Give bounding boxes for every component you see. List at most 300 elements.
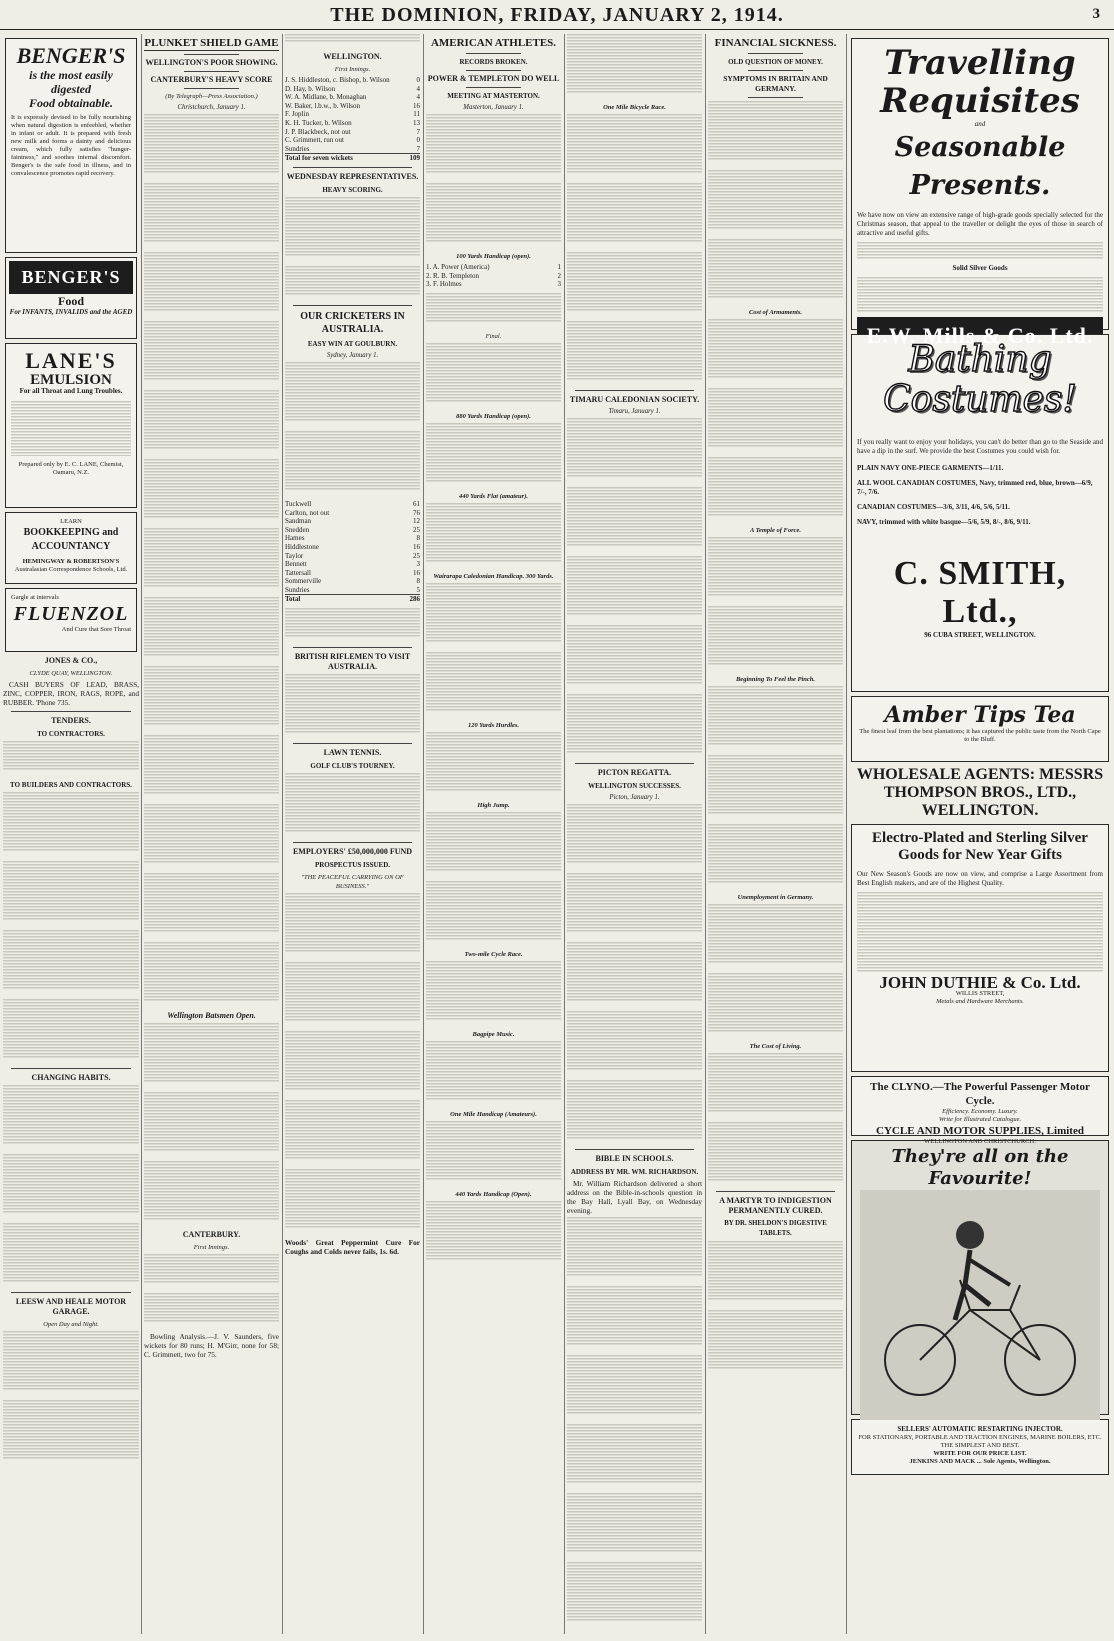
leesw-title: LEESW AND HEALE MOTOR GARAGE. <box>15 1297 127 1316</box>
divider <box>184 88 239 89</box>
score-row-name: Sundries <box>285 585 310 594</box>
score-row <box>285 534 420 543</box>
score-row-value: 16 <box>413 568 420 577</box>
article-text <box>708 1122 843 1182</box>
martyr-subheading: BY DR. SHELDON'S DIGESTIVE TABLETS. <box>724 1220 827 1237</box>
leesw-text <box>3 1331 139 1391</box>
scoreboard-text <box>144 1254 279 1284</box>
article-text <box>426 1121 561 1181</box>
wellington-batsmen-subheading: Wellington Batsmen Open. <box>167 1011 256 1020</box>
bengers-logo-advert <box>5 257 137 339</box>
clyno-sub2: Write for Illustrated Catalogue. <box>938 1116 1022 1123</box>
score-row-name: Tuckwell <box>285 499 312 508</box>
article-text <box>708 457 843 517</box>
article-text <box>567 418 702 478</box>
article-text <box>708 824 843 884</box>
column-rule <box>282 34 283 1634</box>
records-broken-heading: RECORDS BROKEN. <box>459 58 528 66</box>
travelling-requisites-advert <box>851 38 1109 348</box>
score-row-name: Snedden <box>285 525 310 534</box>
peppermint-cure-advert: Woods' Great Peppermint Cure For Coughs and Colds never fails, 1s. 6d. <box>285 1238 420 1257</box>
tenders-heading: TENDERS. <box>51 716 91 725</box>
fluenzol-advert <box>5 588 137 652</box>
feel-the-pinch-subheading: Beginning To Feel the Pinch. <box>735 676 816 683</box>
score-row-value: 1 <box>557 263 561 271</box>
score-row-name: Bennett <box>285 560 307 569</box>
column-rule <box>423 34 424 1634</box>
article-text <box>567 114 702 174</box>
bicycle-race-heading: One Mile Bicycle Race. <box>603 104 666 111</box>
money-question-heading: OLD QUESTION OF MONEY. <box>728 58 823 66</box>
score-row-value: 4 <box>416 93 420 102</box>
martyr-heading: A MARTYR TO INDIGESTION PERMANENTLY CURED. <box>719 1196 832 1215</box>
event6-heading: High Jump. <box>477 801 510 809</box>
article-text <box>426 583 561 643</box>
masterton-dateline: Masterton, January 1. <box>463 104 524 111</box>
clyno-advert <box>851 1076 1109 1145</box>
newspaper-title: THE DOMINION, FRIDAY, JANUARY 2, 1914. <box>330 4 784 26</box>
score-row-value: 25 <box>413 551 420 560</box>
score-row <box>285 128 420 137</box>
score-row-value: 61 <box>413 499 420 508</box>
prospectus-heading: PROSPECTUS ISSUED. <box>314 861 391 870</box>
silver-text-2 <box>857 892 1103 972</box>
article-text <box>708 101 843 161</box>
tuckwell-scoreboard <box>285 500 420 604</box>
bible-heading: BIBLE IN SCHOOLS. <box>595 1154 674 1163</box>
bookkeeping-line2: BOOKKEEPING and ACCOUNTANCY <box>23 527 119 552</box>
score-row-name: Hiddlestone <box>285 542 319 551</box>
event9-heading: One Mile Handicap (Amateurs). <box>450 1110 537 1118</box>
article-text <box>426 812 561 872</box>
article-text <box>708 973 843 1033</box>
article-text <box>567 873 702 933</box>
article-text <box>567 1011 702 1071</box>
bengers-line1: is the most easily digested <box>29 68 113 96</box>
article-text <box>144 183 279 243</box>
score-row-value: 0 <box>416 136 420 145</box>
score-row-value: 12 <box>413 517 420 526</box>
score-total-value: 109 <box>409 154 420 163</box>
scoreboard-text <box>144 1293 279 1323</box>
article-text <box>567 1493 702 1553</box>
divider <box>293 647 412 648</box>
article-text <box>144 873 279 933</box>
article-text <box>426 114 561 174</box>
tea-text: The finest leaf from the best plantations; it has captured the public taste from the North Cape to the Bluff. <box>859 728 1101 743</box>
picton-dateline: Picton, January 1. <box>609 794 660 801</box>
score-row <box>426 263 561 272</box>
score-row-value: 11 <box>413 110 420 119</box>
event7-heading: Two-mile Cycle Race. <box>464 950 523 958</box>
article-text <box>285 1031 420 1091</box>
article-text <box>567 1355 702 1415</box>
riflemen-heading: BRITISH RIFLEMEN TO VISIT AUSTRALIA. <box>294 652 411 672</box>
divider <box>184 71 239 72</box>
score-row <box>285 560 420 569</box>
score-row-name: D. Hay, b. Wilson <box>285 84 336 93</box>
article-text <box>144 252 279 312</box>
score-row-name: Tattersall <box>285 568 311 577</box>
score-row-value: 25 <box>413 525 420 534</box>
bathing-costumes-advert <box>851 334 1109 692</box>
plunket-heading: PLUNKET SHIELD GAME <box>144 37 279 49</box>
article-text <box>708 1053 843 1113</box>
article-text <box>708 239 843 299</box>
score-row <box>285 586 420 595</box>
tenders-section <box>3 716 139 1460</box>
score-row-value: 3 <box>557 280 561 289</box>
wellington-heading: WELLINGTON. <box>323 52 382 61</box>
travelling-text-3 <box>857 277 1103 313</box>
article-text <box>285 674 420 734</box>
contractors-heading: TO CONTRACTORS. <box>37 730 105 738</box>
article-text <box>426 961 561 1021</box>
article-text <box>285 266 420 296</box>
event2-heading: 880 Yards Handicap (open). <box>456 412 531 420</box>
column-rule <box>705 34 706 1634</box>
score-row <box>285 110 420 119</box>
article-text <box>567 1424 702 1484</box>
article-text <box>708 388 843 448</box>
article-text <box>144 942 279 1002</box>
builders-text-2 <box>3 861 139 921</box>
column-6 <box>708 34 843 1634</box>
article-text <box>567 804 702 864</box>
article-text <box>567 1217 702 1277</box>
plunket-subheading: WELLINGTON'S POOR SHOWING. <box>145 58 278 67</box>
event1-heading: 100 Yards Handicap (open). <box>456 253 531 260</box>
article-text <box>567 487 702 547</box>
final-label: Final. <box>485 332 502 340</box>
article-text <box>567 252 702 312</box>
results-list <box>426 263 561 289</box>
favourite-title: They're all on the Favourite! <box>891 1146 1069 1189</box>
bookkeeping-line3: HEMINGWAY & ROBERTSON'S <box>22 558 120 565</box>
picton-subheading: WELLINGTON SUCCESSES. <box>588 782 681 790</box>
bathing-title: Bathing Costumes! <box>883 339 1077 420</box>
duthie-brand: JOHN DUTHIE & Co. Ltd. <box>879 973 1081 992</box>
bengers-logo: BENGER'S <box>9 261 133 294</box>
unemployment-subheading: Unemployment in Germany. <box>737 894 814 901</box>
bengers-advert <box>5 38 137 253</box>
score-row-name: 1. A. Power (America) <box>426 263 490 271</box>
bowling-line: Bowling Analysis.—J. V. Saunders, five wickets for 80 runs; H. M'Girr, none for 58; C. Grimmett, two for 75. <box>144 1332 279 1359</box>
golf-club-heading: GOLF CLUB'S TOURNEY. <box>310 762 395 771</box>
score-row-name: C. Grimmett, run out <box>285 136 344 145</box>
wellington-sub: First Innings. <box>334 66 371 73</box>
article-text <box>426 503 561 563</box>
masthead <box>0 0 1114 30</box>
clyno-sub: Efficiency. Economy. Luxury. <box>942 1108 1018 1115</box>
column-1 <box>3 34 139 1634</box>
sydney-dateline: Sydney, January 1. <box>326 351 379 359</box>
article-text <box>708 170 843 230</box>
leesw-sub: Open Day and Night. <box>43 1321 99 1328</box>
score-row-name: 2. R. B. Templeton <box>426 271 480 280</box>
score-row-name: F. Joplin <box>285 110 309 119</box>
score-row <box>285 526 420 535</box>
article-text <box>285 962 420 1022</box>
divider <box>575 390 694 391</box>
score-row <box>285 76 420 85</box>
score-row <box>285 569 420 578</box>
article-text <box>708 319 843 379</box>
builders-heading: TO BUILDERS AND CONTRACTORS. <box>10 781 132 789</box>
score-row <box>285 577 420 586</box>
divider <box>11 1292 131 1293</box>
fluenzol-right: And Cure that Sore Throat <box>61 626 131 633</box>
bookkeeping-advert <box>5 512 137 584</box>
silver-goods-advert <box>851 824 1109 1072</box>
silver-text: Our New Season's Goods are now on view, and comprise a Large Assortment from Best English makers, and are of the Highest Quality. <box>857 870 1103 887</box>
travelling-title: Travelling <box>884 43 1076 83</box>
score-row <box>285 509 420 518</box>
article-text <box>708 537 843 597</box>
amber-tips-tea-advert <box>851 696 1109 762</box>
bengers-food-line: Food <box>57 294 84 308</box>
article-text <box>708 904 843 964</box>
injector-title: SELLERS' AUTOMATIC RESTARTING INJECTOR. <box>897 1425 1063 1433</box>
lanes-tagline: For all Throat and Lung Troubles. <box>19 387 123 395</box>
tea-agents: WHOLESALE AGENTS: MESSRS THOMPSON BROS., LTD., WELLINGTON. <box>856 766 1104 819</box>
injector-text: FOR STATIONARY, PORTABLE AND TRACTION ENGINES, MARINE BOILERS, ETC. THE SIMPLEST AND BEST. <box>858 1434 1102 1449</box>
score-row-name: Sundries <box>285 144 310 153</box>
column-rule <box>564 34 565 1634</box>
article-text <box>426 652 561 712</box>
event8-heading: Bagpipe Music. <box>472 1030 515 1038</box>
builders-text-4 <box>3 999 139 1059</box>
score-row-name: J. P. Blackbeck, not out <box>285 127 351 136</box>
changing-habits-text-2 <box>3 1154 139 1214</box>
bookkeeping-line1: LEARN <box>60 518 82 525</box>
score-total-label: Total <box>285 595 301 604</box>
column-4 <box>426 34 561 1634</box>
divider <box>466 53 521 54</box>
bathing-line1: PLAIN NAVY ONE-PIECE GARMENTS—1/11. <box>857 464 1004 472</box>
heavy-scoring-heading: HEAVY SCORING. <box>322 185 383 194</box>
article-text <box>567 34 702 94</box>
column-rule <box>141 34 142 1634</box>
article-text <box>708 686 843 746</box>
score-row-name: W. Baker, l.b.w., b. Wilson <box>285 101 361 110</box>
article-text <box>144 597 279 657</box>
article-text <box>285 893 420 953</box>
article-text <box>285 34 420 43</box>
score-row <box>285 102 420 111</box>
article-text <box>708 606 843 666</box>
cost-of-armaments-subheading: Cost of Armaments. <box>748 309 803 316</box>
article-text <box>426 1041 561 1101</box>
article-text <box>567 556 702 616</box>
timaru-dateline: Timaru, January 1. <box>608 408 661 415</box>
injector-advert <box>851 1419 1109 1475</box>
event5-heading: 120 Yards Hurdles. <box>467 721 520 729</box>
column-3 <box>285 34 420 1634</box>
score-row <box>285 145 420 154</box>
column-rule <box>846 34 847 1634</box>
article-text <box>426 343 561 403</box>
jones-address: CLYDE QUAY, WELLINGTON. <box>29 670 113 677</box>
column-2 <box>144 34 279 1634</box>
travelling-text-2 <box>857 242 1103 260</box>
score-total-value: 286 <box>409 595 420 604</box>
article-text <box>144 528 279 588</box>
cost-of-living-subheading: The Cost of Living. <box>749 1043 802 1050</box>
clyno-title: The CLYNO.—The Powerful Passenger Motor Cycle. <box>870 1081 1090 1107</box>
mills-brand: E.W. Mills & Co. Ltd. <box>857 317 1103 355</box>
duthie-footer: Metals and Hardware Merchants. <box>936 998 1024 1005</box>
requisites-title: Requisites <box>880 81 1080 121</box>
divider <box>575 1149 694 1150</box>
article-text <box>426 293 561 323</box>
wellington-scoreboard <box>285 76 420 163</box>
article-text <box>144 1023 279 1083</box>
article-text <box>426 881 561 941</box>
canterbury-heading: CANTERBURY. <box>182 1230 241 1239</box>
article-text <box>708 1310 843 1370</box>
article-text <box>567 942 702 1002</box>
article-text <box>426 183 561 243</box>
score-row <box>285 136 420 145</box>
jones-title: JONES & CO., <box>44 656 98 665</box>
score-row-name: 3. F. Holmes <box>426 280 462 289</box>
builders-text-3 <box>3 930 139 990</box>
goulburn-heading: EASY WIN AT GOULBURN. <box>307 339 398 348</box>
cricketers-heading: OUR CRICKETERS IN AUSTRALIA. <box>300 310 405 335</box>
article-text <box>567 1286 702 1346</box>
article-text <box>144 459 279 519</box>
divider <box>184 54 239 55</box>
divider <box>293 842 412 843</box>
score-row-name: W. A. Midlane, b. Monaghan <box>285 93 367 102</box>
score-total-row <box>285 153 420 163</box>
american-athletes-heading: AMERICAN ATHLETES. <box>430 37 557 49</box>
lawn-tennis-heading: LAWN TENNIS. <box>323 748 382 758</box>
score-row-value: 16 <box>413 101 420 110</box>
article-text <box>567 1080 702 1140</box>
score-row-value: 76 <box>413 508 420 517</box>
article-text <box>285 773 420 833</box>
bookkeeping-line4: Australasian Correspondence Schools, Ltd. <box>14 566 128 573</box>
financial-sickness-heading: FINANCIAL SICKNESS. <box>714 37 837 49</box>
score-row-value: 8 <box>416 577 420 586</box>
fluenzol-brand: FLUENZOL <box>13 603 129 625</box>
score-row <box>426 272 561 281</box>
travelling-text: We have now on view an extensive range of high-grade goods specially selected for the Christmas season, that appeal to the traveller or delight the eyes of those in search of attractive and useful gifts. <box>857 211 1103 237</box>
score-row <box>426 280 561 289</box>
score-row <box>285 517 420 526</box>
temple-of-force-subheading: A Temple of Force. <box>749 527 802 534</box>
divider <box>293 305 412 306</box>
article-text <box>426 732 561 792</box>
column-5 <box>567 34 702 1634</box>
power-templeton-heading: POWER & TEMPLETON DO WELL <box>427 74 560 83</box>
score-row-name: Hames <box>285 534 305 543</box>
score-row-value: 16 <box>413 542 420 551</box>
score-row <box>285 119 420 128</box>
divider <box>466 70 521 71</box>
bathing-line2: ALL WOOL CANADIAN COSTUMES, Navy, trimmed red, blue, brown—6/9, 7/-, 7/6. <box>857 479 1093 496</box>
score-row-name: J. S. Hiddleston, c. Bishop, b. Wilson <box>285 76 390 84</box>
score-total-row <box>285 594 420 604</box>
article-text <box>144 1092 279 1152</box>
builders-text <box>3 792 139 852</box>
article-text <box>285 1100 420 1160</box>
plunket-subheading-2: CANTERBURY'S HEAVY SCORE <box>150 75 273 84</box>
and-word: and <box>974 120 986 128</box>
article-text <box>144 1161 279 1221</box>
bengers-for-line: For INFANTS, INVALIDS and the AGED <box>9 308 133 316</box>
score-row-value: 0 <box>416 76 420 84</box>
injector-sub: WRITE FOR OUR PRICE LIST. <box>933 1450 1027 1457</box>
article-text <box>285 1169 420 1229</box>
score-row-value: 4 <box>416 84 420 93</box>
article-text <box>567 1562 702 1622</box>
score-row-value: 2 <box>557 271 561 280</box>
article-text <box>144 735 279 795</box>
bathing-text: If you really want to enjoy your holidays, you can't do better than go to the Seaside and have a dip in the surf. We provide the best Costumes you could wish for. <box>857 438 1103 455</box>
score-row <box>285 85 420 94</box>
article-text <box>285 362 420 422</box>
divider <box>748 70 803 71</box>
symptoms-heading: SYMPTOMS IN BRITAIN AND GERMANY. <box>723 74 828 93</box>
clyno-city: WELLINGTON AND CHRISTCHURCH. <box>924 1138 1036 1145</box>
event3-heading: 440 Yards Flat (amateur). <box>459 492 528 500</box>
article-text <box>567 625 702 685</box>
score-row-name: Sommerville <box>285 577 322 586</box>
changing-habits-text <box>3 1085 139 1145</box>
score-row-value: 13 <box>413 118 420 127</box>
column-7 <box>849 34 1111 1634</box>
score-total-label: Total for seven wickets <box>285 154 353 163</box>
lanes-title: LANE'S <box>25 348 117 373</box>
score-row-name: Taylor <box>285 551 304 560</box>
score-row-value: 8 <box>416 534 420 543</box>
article-text <box>708 755 843 815</box>
tea-title: Amber Tips Tea <box>884 702 1076 728</box>
score-row-name: Carlton, not out <box>285 508 330 517</box>
divider <box>293 167 412 168</box>
article-text <box>567 321 702 381</box>
picton-heading: PICTON REGATTA. <box>597 768 672 777</box>
seasonable-title: Seasonable Presents. <box>894 132 1066 201</box>
article-text <box>285 197 420 257</box>
changing-habits-heading: CHANGING HABITS. <box>31 1073 111 1082</box>
jones-advert <box>3 656 139 707</box>
article-text <box>144 390 279 450</box>
smith-brand: C. SMITH, Ltd., <box>893 555 1067 630</box>
article-text <box>426 1201 561 1261</box>
tenders-text <box>3 741 139 771</box>
duthie-address: WILLIS STREET, <box>955 990 1005 997</box>
fluenzol-left: Gargle at intervals <box>11 594 59 601</box>
score-row <box>285 500 420 509</box>
timaru-heading: TIMARU CALEDONIAN SOCIETY. <box>569 395 700 404</box>
first-innings-label: First Innings. <box>193 1244 230 1251</box>
bathing-line3: CANADIAN COSTUMES—3/6, 3/11, 4/6, 5/6, 5/11. <box>857 503 1010 511</box>
divider <box>748 53 803 54</box>
score-row <box>285 93 420 102</box>
lanes-body-text <box>11 401 131 456</box>
score-row-name: Sandman <box>285 517 312 526</box>
injector-brand: JENKINS AND MACK ... Sole Agents, Wellington. <box>909 1458 1051 1465</box>
event4-heading: Wairarapa Caledonian Handicap. 300 Yards. <box>433 572 554 580</box>
event10-heading: 440 Yards Handicap (Open). <box>455 1190 532 1198</box>
wednesday-heading: WEDNESDAY REPRESENTATIVES. <box>286 171 419 181</box>
divider <box>716 1191 835 1192</box>
jones-text: CASH BUYERS OF LEAD, BRASS, ZINC, COPPER, IRON, RAGS, ROPE, and RUBBER. 'Phone 735. <box>3 680 139 707</box>
